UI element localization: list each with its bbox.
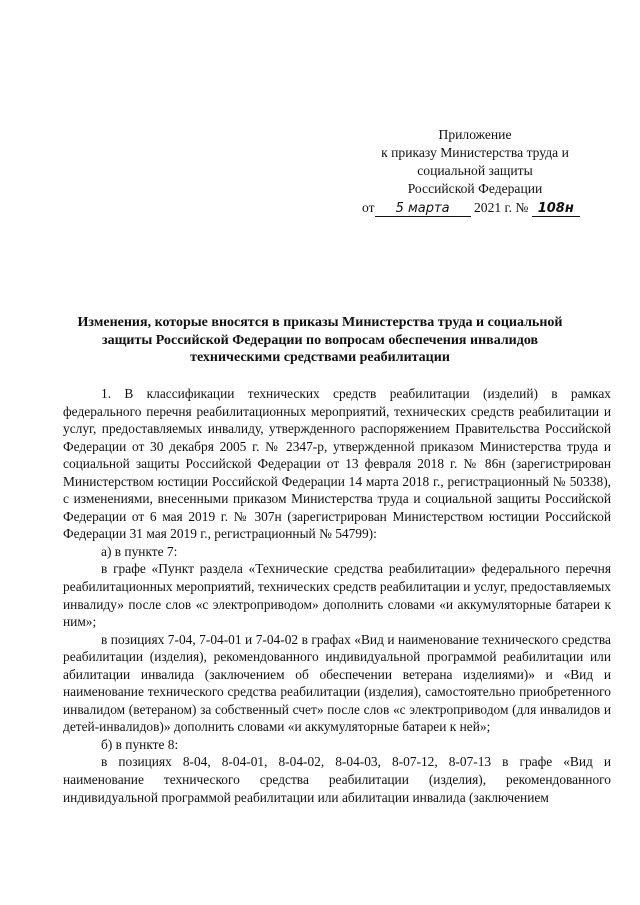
- paragraph: в позициях 7-04, 7-04-01 и 7-04-02 в графах «Вид и наименование технического средства реабилитации (изделия), рекомендованного индивидуальной программой реабилитации или абилитации инвалида (заключением об обеспечении ветерана изделиями)» и «Вид и наименование технического средства реабилитации (изделия), самостоятельно приобретенного инвалидом (ветераном) за собственный счет» после слов «с электроприводом (для инвалидов и детей-инвалидов)» дополнить словами «и аккумуляторные батареи к ней»;: [63, 631, 611, 735]
- appendix-line: Российской Федерации: [407, 181, 543, 196]
- paragraph: б) в пункте 8:: [101, 736, 179, 752]
- appendix-line: социальной защиты: [417, 163, 533, 178]
- appendix-line: Приложение: [438, 127, 512, 142]
- appendix-date-line: [360, 199, 590, 217]
- paragraph: а) в пункте 7:: [101, 543, 178, 559]
- paragraph: в графе «Пункт раздела «Технические средства реабилитации» федерального перечня реабилитационных мероприятий, технических средств реабилитации и услуг, предоставляемых инвалиду» после слов «с электроприводом» дополнить словами «и аккумуляторные батареи к ним»;: [63, 561, 611, 630]
- document-title: Изменения, которые вносятся в приказы Министерства труда и социальной защиты Российской Федерации по вопросам обеспечения инвалидов техническими средствами реабилитации: [77, 315, 563, 365]
- document-body: [63, 385, 611, 806]
- year-text: 2021 г. №: [473, 200, 529, 215]
- handwritten-order-number: 108н: [532, 202, 580, 217]
- paragraph: 1. В классификации технических средств реабилитации (изделий) в рамках федерального перечня реабилитационных мероприятий, технических средств реабилитации и услуг, предоставляемых инвалиду, утвержденного распоряжением Правительства Российской Федерации от 30 декабря 2005 г. № 2347-р, утвержденной приказом Министерства труда и социальной защиты Российской Федерации от 13 февраля 2018 г. № 86н (зарегистрирован Министерством юстиции Российской Федерации 14 марта 2018 г., регистрационный № 50338), с изменениями, внесенными приказом Министерства труда и социальной защиты Российской Федерации от 6 мая 2019 г. № 307н (зарегистрирован Министерством юстиции Российской Федерации 31 мая 2019 г., регистрационный № 54799):: [63, 386, 611, 542]
- date-prefix: от: [362, 200, 375, 215]
- paragraph: в позициях 8-04, 8-04-01, 8-04-02, 8-04-03, 8-07-12, 8-07-13 в графе «Вид и наименование технического средства реабилитации (изделия), рекомендованного индивидуальной программой реабилитации или абилитации инвалида (заключением: [63, 754, 611, 805]
- appendix-block: [360, 126, 590, 217]
- handwritten-date: 5 марта: [375, 202, 471, 217]
- appendix-line: к приказу Министерства труда и: [381, 145, 569, 160]
